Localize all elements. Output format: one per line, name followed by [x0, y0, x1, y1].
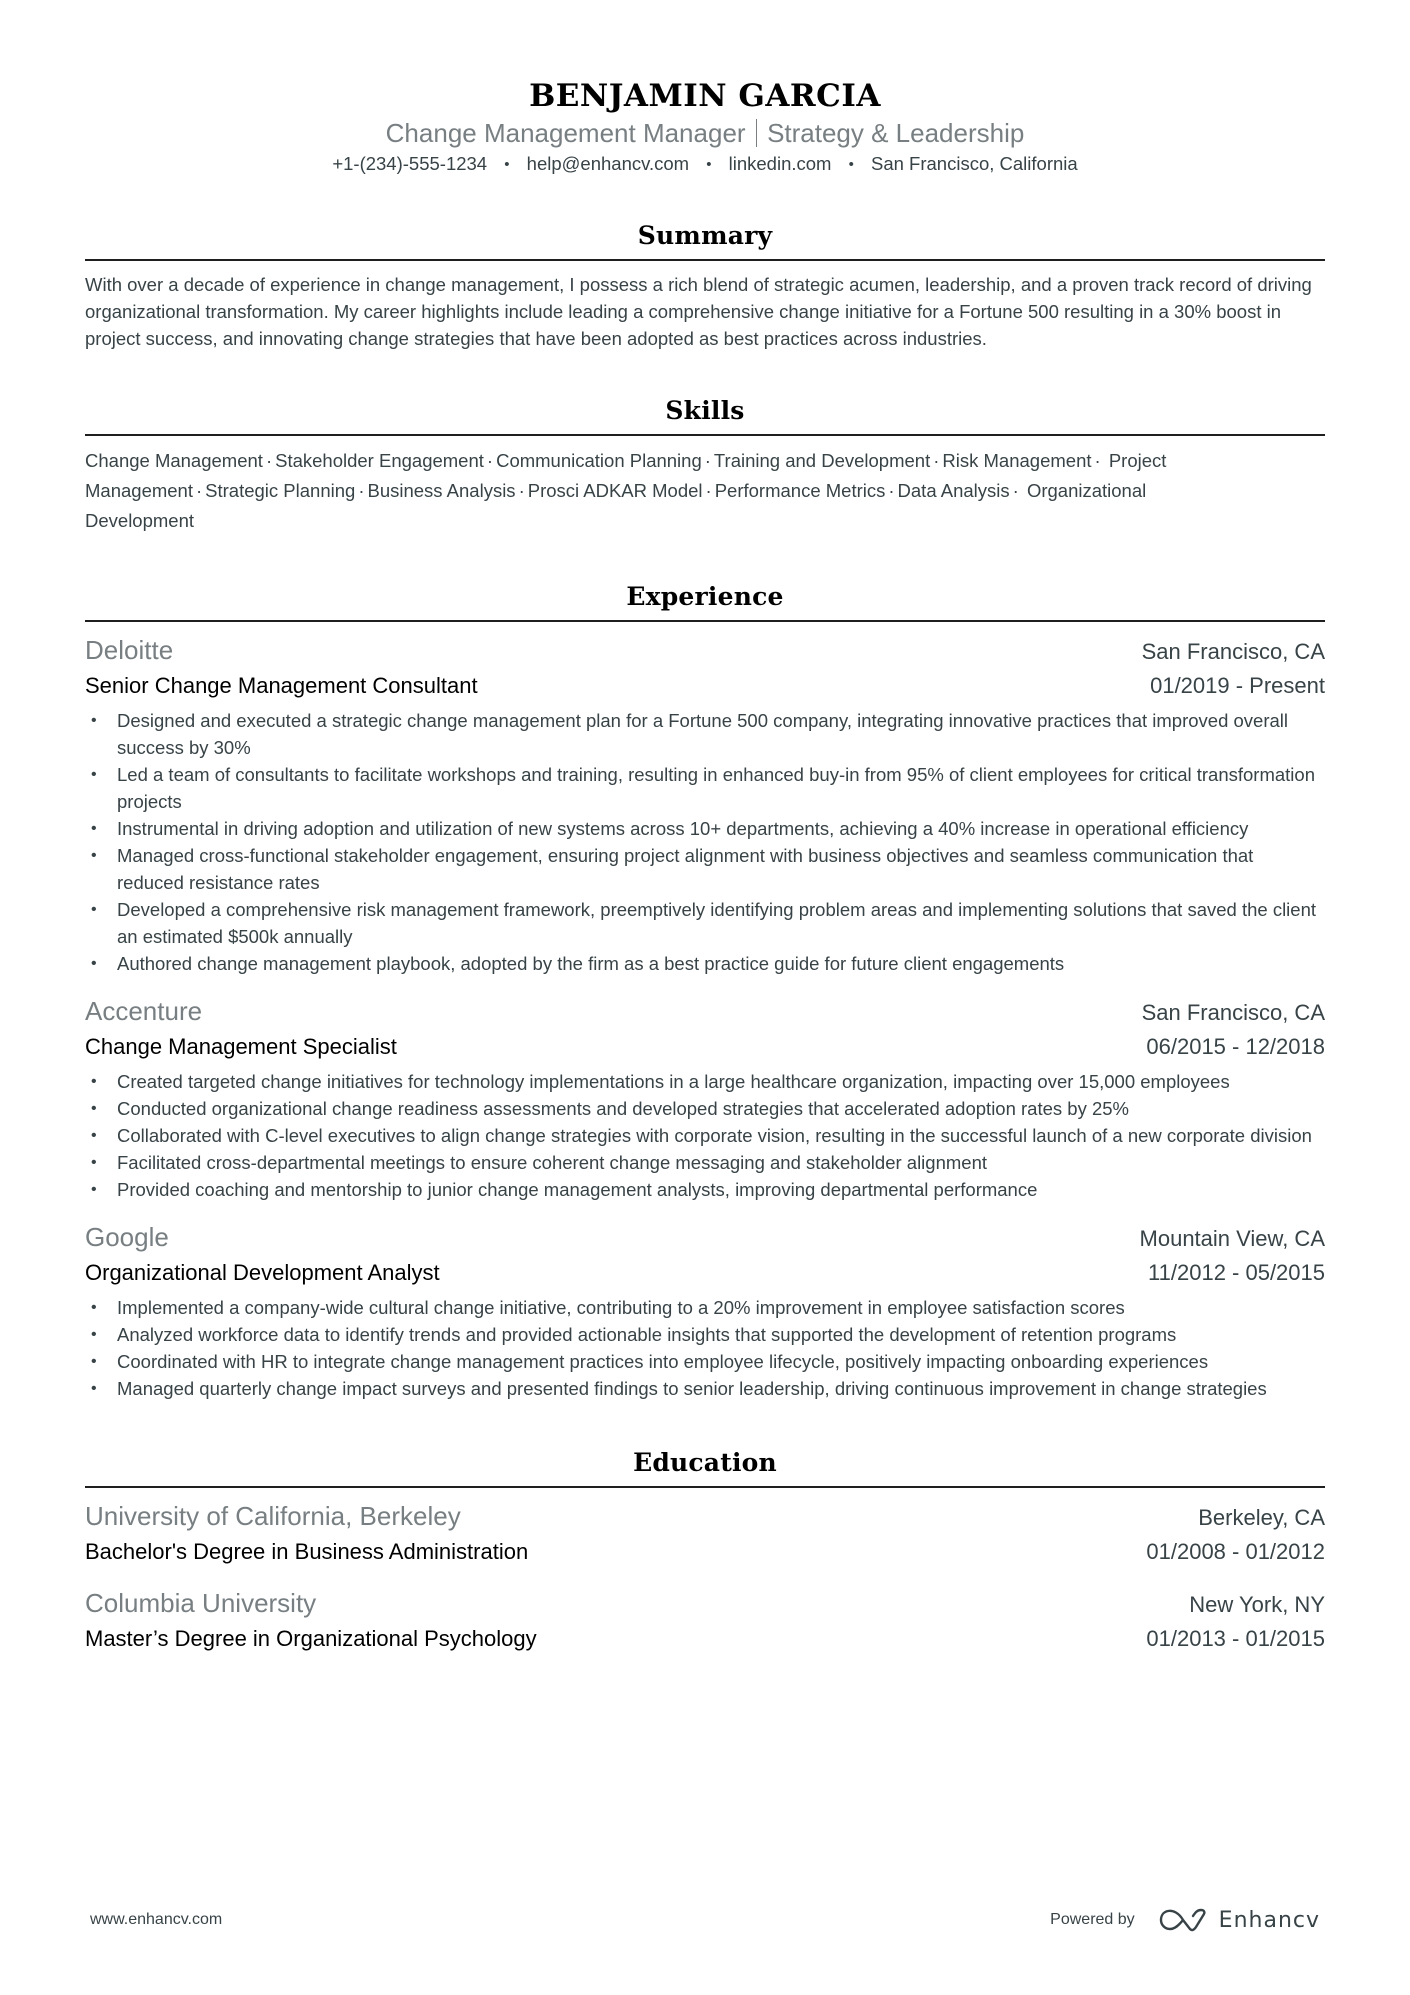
skill-separator: ·: [933, 450, 940, 471]
skill-separator: ·: [1012, 480, 1019, 501]
job-location: San Francisco, CA: [1141, 1000, 1325, 1025]
edu-degree-row: [85, 1623, 1325, 1655]
contact-location: San Francisco, California: [871, 153, 1078, 174]
contact-separator: •: [504, 156, 510, 173]
bullet-item: • Created targeted change initiatives for technology implementations in a large healthcare organization, impacting over 15,000 employees: [85, 1068, 1325, 1095]
entry-header-row: [85, 1219, 1325, 1257]
skill-item: Training and Development: [713, 450, 931, 471]
job-dates: 06/2015 - 12/2018: [1146, 1034, 1325, 1059]
skill-separator: ·: [705, 480, 712, 501]
school-location: Berkeley, CA: [1198, 1505, 1325, 1530]
experience-entry: [85, 632, 1325, 977]
resume-header: [85, 0, 1325, 179]
bullet-item: • Implemented a company-wide cultural change initiative, contributing to a 20% improvement in employee satisfaction scores: [85, 1294, 1325, 1321]
contact-phone[interactable]: +1-(234)-555-1234: [332, 153, 488, 174]
footer-brand[interactable]: [1050, 1907, 1320, 1933]
skill-item: Strategic Planning: [205, 480, 356, 501]
enhancv-brand-name: Enhancv: [1218, 1907, 1320, 1933]
bullet-item: • Designed and executed a strategic change management plan for a Fortune 500 company, integrating innovative practices that improved overall success by 30%: [85, 707, 1325, 761]
resume-page: [85, 0, 1325, 1655]
skill-item: Project Management: [85, 450, 1167, 501]
skill-separator: ·: [358, 480, 365, 501]
page-footer: [90, 1902, 1320, 1938]
job-location: Mountain View, CA: [1139, 1226, 1325, 1251]
contact-separator: •: [848, 156, 854, 173]
entry-role-row: [85, 1031, 1325, 1063]
entry-header-row: [85, 993, 1325, 1031]
job-bullets: [85, 1068, 1325, 1203]
education-section: [85, 1446, 1325, 1655]
job-dates: 11/2012 - 05/2015: [1148, 1260, 1325, 1285]
education-entry: [85, 1585, 1325, 1655]
skill-item: Data Analysis: [897, 480, 1010, 501]
bullet-item: • Conducted organizational change readiness assessments and developed strategies that accelerated adoption rates by 25%: [85, 1095, 1325, 1122]
education-entry: [85, 1498, 1325, 1568]
headline-divider: [756, 119, 758, 147]
bullet-item: • Coordinated with HR to integrate change management practices into employee lifecycle, positively impacting onboarding experiences: [85, 1348, 1325, 1375]
bullet-item: • Developed a comprehensive risk management framework, preemptively identifying problem areas and implementing solutions that saved the client an estimated $500k annually: [85, 896, 1325, 950]
skill-separator: ·: [888, 480, 895, 501]
job-dates: 01/2019 - Present: [1150, 673, 1325, 698]
edu-degree-row: [85, 1536, 1325, 1568]
school-name: University of California, Berkeley: [85, 1501, 461, 1531]
footer-website-link[interactable]: www.enhancv.com: [90, 1911, 223, 1928]
contact-separator: •: [706, 156, 712, 173]
section-title-education: Education: [85, 1446, 1325, 1488]
job-title: Change Management Specialist: [85, 1034, 397, 1059]
entry-role-row: [85, 670, 1325, 702]
job-bullets: [85, 1294, 1325, 1402]
skill-separator: ·: [704, 450, 711, 471]
bullet-item: • Provided coaching and mentorship to junior change management analysts, improving departmental performance: [85, 1176, 1325, 1203]
summary-section: [85, 219, 1325, 352]
skill-item: Performance Metrics: [714, 480, 886, 501]
experience-entry: [85, 993, 1325, 1203]
summary-text: With over a decade of experience in change management, I possess a rich blend of strategic acumen, leadership, and a proven track record of driving organizational transformation. My career highlights include leading a comprehensive change initiative for a Fortune 500 resulting in a 30% boost in project success, and innovating change strategies that have been adopted as best practices across industries.: [85, 274, 1312, 349]
skill-separator: ·: [195, 480, 203, 501]
edu-header-row: [85, 1498, 1325, 1536]
job-location: San Francisco, CA: [1141, 639, 1325, 664]
company-name: Accenture: [85, 996, 203, 1026]
skill-separator: ·: [486, 450, 494, 471]
bullet-item: • Managed cross-functional stakeholder engagement, ensuring project alignment with business objectives and seamless communication that reduced resistance rates: [85, 842, 1325, 896]
section-title-summary: Summary: [85, 219, 1325, 261]
edu-dates: 01/2013 - 01/2015: [1146, 1626, 1325, 1651]
headline: [85, 116, 1325, 150]
skill-separator: ·: [518, 480, 525, 501]
bullet-item: • Managed quarterly change impact surveys and presented findings to senior leadership, driving continuous improvement in change strategies: [85, 1375, 1325, 1402]
school-name: Columbia University: [85, 1588, 317, 1618]
contact-email[interactable]: help@enhancv.com: [526, 153, 690, 174]
candidate-name: BENJAMIN GARCIA: [529, 78, 881, 114]
skill-separator: ·: [265, 450, 273, 471]
school-location: New York, NY: [1189, 1592, 1325, 1617]
section-title-experience: Experience: [85, 580, 1325, 622]
job-bullets: [85, 707, 1325, 977]
experience-entry: [85, 1219, 1325, 1402]
job-title: Senior Change Management Consultant: [85, 673, 478, 698]
bullet-item: • Collaborated with C-level executives to align change strategies with corporate vision, resulting in the successful launch of a new corporate division: [85, 1122, 1325, 1149]
entry-header-row: [85, 632, 1325, 670]
skill-item: Communication Planning: [496, 450, 702, 471]
degree: Master’s Degree in Organizational Psychology: [85, 1626, 537, 1651]
section-title-skills: Skills: [85, 394, 1325, 436]
bullet-item: • Authored change management playbook, adopted by the firm as a best practice guide for future client engagements: [85, 950, 1325, 977]
headline-title: Change Management Manager: [385, 118, 746, 148]
skill-item: Organizational Development: [85, 480, 1147, 531]
powered-by-label: Powered by: [1050, 1911, 1135, 1928]
edu-header-row: [85, 1585, 1325, 1623]
entry-role-row: [85, 1257, 1325, 1289]
bullet-item: • Facilitated cross-departmental meetings to ensure coherent change messaging and stakeholder alignment: [85, 1149, 1325, 1176]
skill-item: Prosci ADKAR Model: [527, 480, 703, 501]
experience-section: [85, 580, 1325, 1402]
edu-dates: 01/2008 - 01/2012: [1146, 1539, 1325, 1564]
contact-linkedin[interactable]: linkedin.com: [728, 153, 832, 174]
skills-section: [85, 394, 1325, 536]
enhancv-logo-icon: [1159, 1907, 1207, 1933]
skill-item: Change Management: [85, 450, 263, 471]
skill-item: Risk Management: [942, 450, 1092, 471]
job-title: Organizational Development Analyst: [85, 1260, 440, 1285]
bullet-item: • Instrumental in driving adoption and utilization of new systems across 10+ departments, achieving a 40% increase in operational efficiency: [85, 815, 1325, 842]
skill-item: Stakeholder Engagement: [275, 450, 484, 471]
headline-subtitle: Strategy & Leadership: [767, 118, 1025, 148]
skill-separator: ·: [1094, 450, 1101, 471]
bullet-item: • Led a team of consultants to facilitate workshops and training, resulting in enhanced buy-in from 95% of client employees for critical transformation projects: [85, 761, 1325, 815]
bullet-item: • Analyzed workforce data to identify trends and provided actionable insights that supported the development of retention programs: [85, 1321, 1325, 1348]
skill-item: Business Analysis: [367, 480, 516, 501]
skills-list: [85, 446, 1325, 536]
contact-info: [85, 150, 1325, 179]
degree: Bachelor's Degree in Business Administration: [85, 1539, 529, 1564]
company-name: Deloitte: [85, 635, 174, 665]
company-name: Google: [85, 1222, 169, 1252]
